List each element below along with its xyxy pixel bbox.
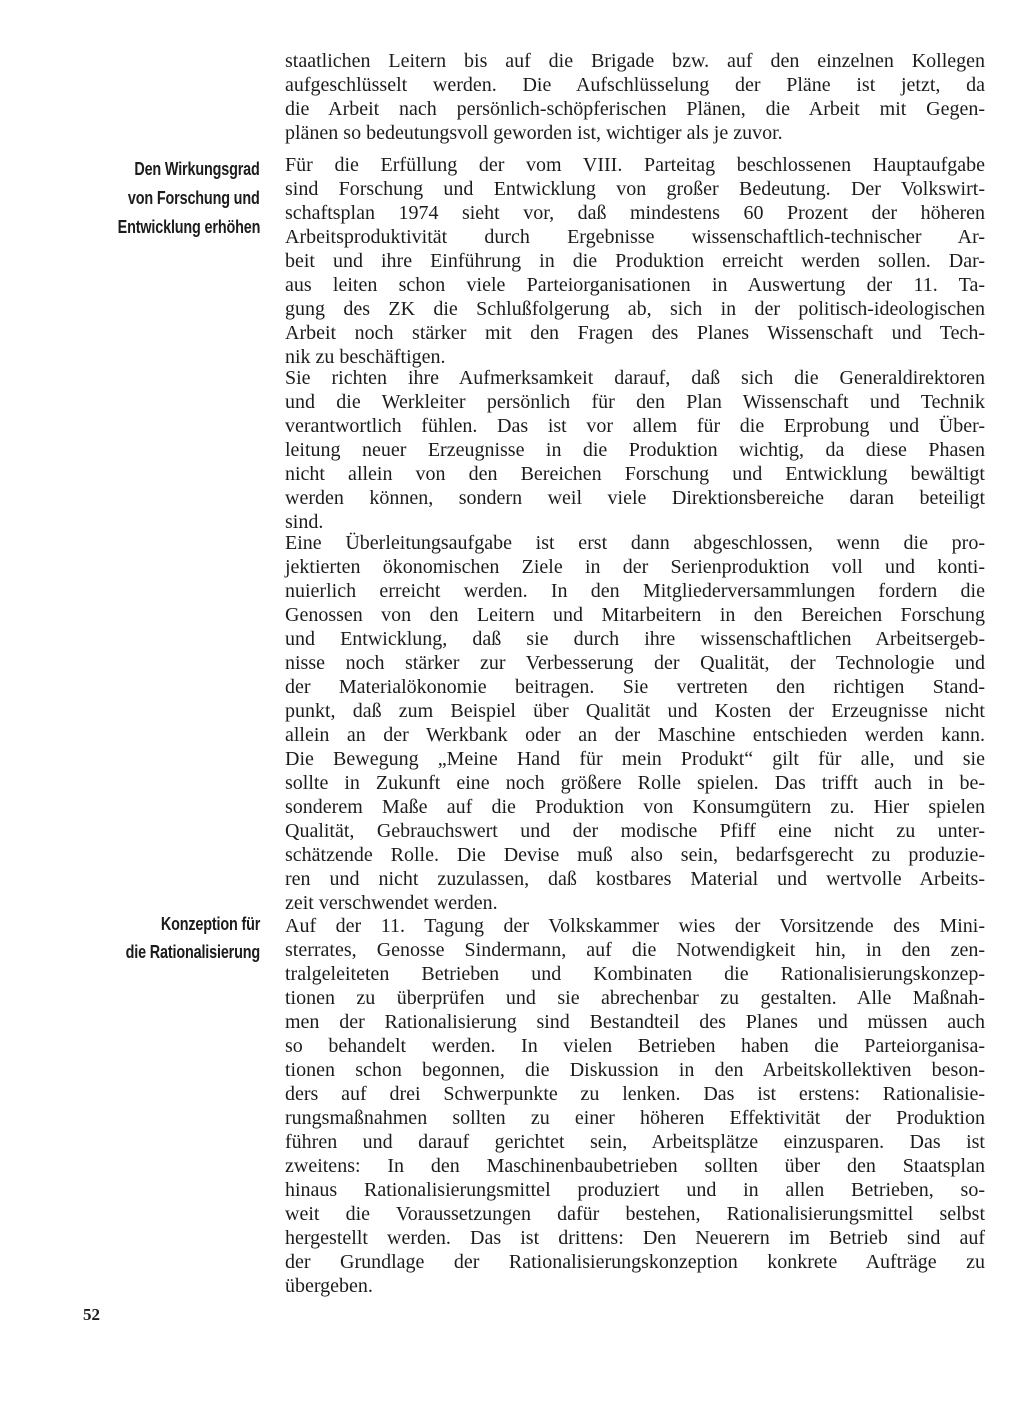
text-line: sonderem Maße auf die Produktion von Konsumgütern zu. Hier spielen	[285, 796, 985, 818]
text-line: leitung neuer Erzeugnisse in die Produktion wichtig, da diese Phasen	[285, 439, 985, 461]
text-line: sollte in Zukunft eine noch größere Rolle spielen. Das trifft auch in be-	[285, 772, 985, 794]
sidebar-heading-line: die Rationalisierung	[125, 942, 260, 962]
text-line: allein an der Werkbank oder an der Maschine entschieden werden kann.	[285, 724, 985, 746]
text-line: sind Forschung und Entwicklung von großer Bedeutung. Der Volkswirt-	[285, 178, 985, 200]
sidebar-heading-line: Entwicklung erhöhen	[117, 217, 260, 237]
text-line: schaftsplan 1974 sieht vor, daß mindestens 60 Prozent der höheren	[285, 202, 985, 224]
text-line: die Arbeit nach persönlich-schöpferischen Plänen, die Arbeit mit Gegen-	[285, 98, 985, 120]
text-line: ren und nicht zuzulassen, daß kostbares Material und wertvolle Arbeits-	[285, 868, 985, 890]
text-line: Sie richten ihre Aufmerksamkeit darauf, daß sich die Generaldirektoren	[285, 367, 985, 389]
text-line: Eine Überleitungsaufgabe ist erst dann abgeschlossen, wenn die pro-	[285, 532, 985, 554]
sidebar-heading-line: von Forschung und	[128, 188, 260, 208]
text-line: Auf der 11. Tagung der Volkskammer wies der Vorsitzende des Mini-	[285, 915, 985, 937]
text-line: schätzende Rolle. Die Devise muß also sein, bedarfsgerecht zu produzie-	[285, 844, 985, 866]
text-line: beit und ihre Einführung in die Produktion erreicht werden sollen. Dar-	[285, 250, 985, 272]
text-line: zweitens: In den Maschinenbaubetrieben sollten über den Staatsplan	[285, 1155, 985, 1177]
text-line: aus leiten schon viele Parteiorganisationen in Auswertung der 11. Ta-	[285, 274, 985, 296]
text-line: hergestellt werden. Das ist drittens: Den Neuerern im Betrieb sind auf	[285, 1227, 985, 1249]
text-line: nuierlich erreicht werden. In den Mitgliederversammlungen fordern die	[285, 580, 985, 602]
text-line: der Materialökonomie beitragen. Sie vertreten den richtigen Stand-	[285, 676, 985, 698]
text-line: Genossen von den Leitern und Mitarbeitern in den Bereichen Forschung	[285, 604, 985, 626]
text-line: tionen schon begonnen, die Diskussion in den Arbeitskollektiven beson-	[285, 1059, 985, 1081]
text-line: nisse noch stärker zur Verbesserung der Qualität, der Technologie und	[285, 652, 985, 674]
text-line: und die Werkleiter persönlich für den Plan Wissenschaft und Technik	[285, 391, 985, 413]
text-line: führen und darauf gerichtet sein, Arbeitsplätze einzusparen. Das ist	[285, 1131, 985, 1153]
text-line: zeit verschwendet werden.	[285, 892, 498, 914]
text-line: men der Rationalisierung sind Bestandteil des Planes und müssen auch	[285, 1011, 985, 1033]
text-line: Die Bewegung „Meine Hand für mein Produkt“ gilt für alle, und sie	[285, 748, 985, 770]
text-line: tionen zu überprüfen und sie abrechenbar zu gestalten. Alle Maßnah-	[285, 987, 985, 1009]
text-line: staatlichen Leitern bis auf die Brigade bzw. auf den einzelnen Kollegen	[285, 50, 985, 72]
text-line: weit die Voraussetzungen dafür bestehen, Rationalisierungsmittel selbst	[285, 1203, 985, 1225]
text-line: punkt, daß zum Beispiel über Qualität und Kosten der Erzeugnisse nicht	[285, 700, 985, 722]
text-line: gung des ZK die Schlußfolgerung ab, sich in der politisch-ideologischen	[285, 298, 985, 320]
text-line: Qualität, Gebrauchswert und der modische Pfiff eine nicht zu unter-	[285, 820, 985, 842]
text-line: jektierten ökonomischen Ziele in der Serienproduktion voll und konti-	[285, 556, 985, 578]
text-line: plänen so bedeutungsvoll geworden ist, wichtiger als je zuvor.	[285, 122, 783, 144]
text-line: Für die Erfüllung der vom VIII. Parteitag beschlossenen Hauptaufgabe	[285, 154, 985, 176]
text-line: sind.	[285, 511, 324, 533]
text-line: sterrates, Genosse Sindermann, auf die Notwendigkeit hin, in den zen-	[285, 939, 985, 961]
text-line: und Entwicklung, daß sie durch ihre wissenschaftlichen Arbeitsergeb-	[285, 628, 985, 650]
text-line: der Grundlage der Rationalisierungskonzeption konkrete Aufträge zu	[285, 1251, 985, 1273]
text-line: hinaus Rationalisierungsmittel produziert und in allen Betrieben, so-	[285, 1179, 985, 1201]
page-number: 52	[83, 1305, 100, 1324]
text-line: nik zu beschäftigen.	[285, 346, 446, 368]
sidebar-heading-line: Den Wirkungsgrad	[134, 159, 260, 179]
text-line: ders auf drei Schwerpunkte zu lenken. Das ist erstens: Rationalisie-	[285, 1083, 985, 1105]
sidebar-heading-line: Konzeption für	[160, 914, 260, 934]
text-line: Arbeit noch stärker mit den Fragen des Planes Wissenschaft und Tech-	[285, 322, 985, 344]
text-line: aufgeschlüsselt werden. Die Aufschlüsselung der Pläne ist jetzt, da	[285, 74, 985, 96]
text-line: werden können, sondern weil viele Direktionsbereiche daran beteiligt	[285, 487, 985, 509]
text-line: tralgeleiteten Betrieben und Kombinaten die Rationalisierungskonzep-	[285, 963, 985, 985]
text-line: nicht allein von den Bereichen Forschung und Entwicklung bewältigt	[285, 463, 985, 485]
text-line: rungsmaßnahmen sollten zu einer höheren Effektivität der Produktion	[285, 1107, 985, 1129]
text-line: so behandelt werden. In vielen Betrieben haben die Parteiorganisa-	[285, 1035, 985, 1057]
text-line: Arbeitsproduktivität durch Ergebnisse wissenschaftlich-technischer Ar-	[285, 226, 985, 248]
text-line: verantwortlich fühlen. Das ist vor allem für die Erprobung und Über-	[285, 415, 985, 437]
text-line: übergeben.	[285, 1275, 373, 1297]
